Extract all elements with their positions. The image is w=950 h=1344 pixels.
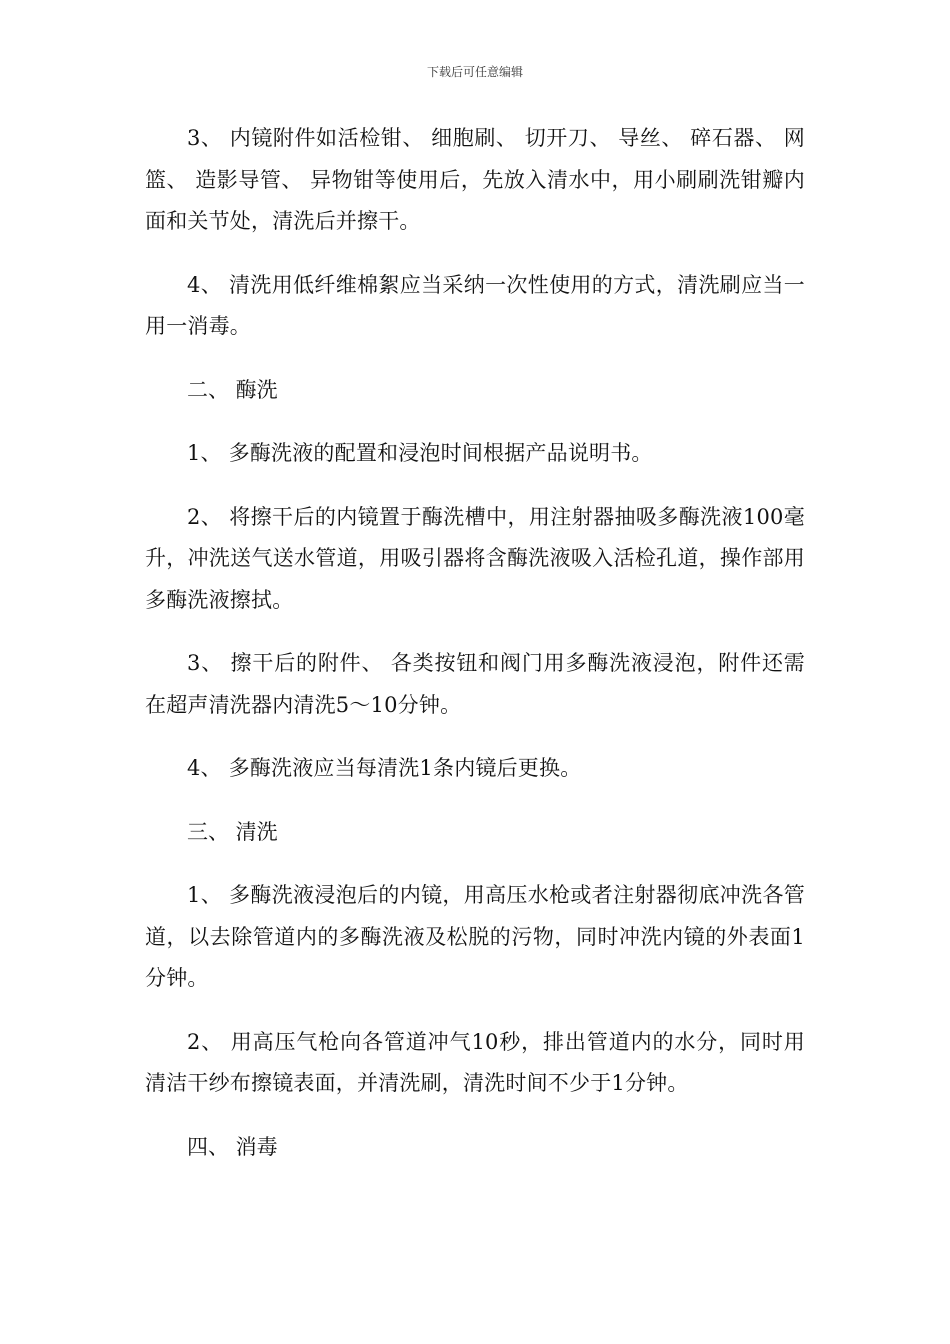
section-heading-disinfect: 四、 消毒: [187, 1134, 278, 1159]
paragraph-3-accessories: 3、 内镜附件如活检钳、 细胞刷、 切开刀、 导丝、 碎石器、 网篮、 造影导管、 异物钳等使用后，先放入清水中，用小刷刷洗钳瓣内面和关节处，清洗后并擦干。: [145, 126, 805, 233]
paragraph-1-enzyme-config: 1、 多酶洗液的配置和浸泡时间根据产品说明书。: [187, 441, 653, 465]
page-header: 下载后可任意编辑: [426, 65, 523, 79]
paragraph-3-enzyme-accessories: 3、 擦干后的附件、 各类按钮和阀门用多酶洗液浸泡，附件还需在超声清洗器内清洗5～10分钟。: [145, 651, 805, 717]
section-heading-enzyme-wash: 二、 酶洗: [187, 377, 278, 402]
paragraph-2-enzyme-tank: 2、 将擦干后的内镜置于酶洗槽中，用注射器抽吸多酶洗液100毫升，冲洗送气送水管道，用吸引器将含酶洗液吸入活检孔道，操作部用多酶洗液擦拭。: [145, 504, 805, 612]
paragraph-4-cotton: 4、 清洗用低纤维棉絮应当采纳一次性使用的方式，清洗刷应当一用一消毒。: [145, 272, 805, 338]
paragraph-1-rinse: 1、 多酶洗液浸泡后的内镜，用高压水枪或者注射器彻底冲洗各管道，以去除管道内的多酶洗液及松脱的污物，同时冲洗内镜的外表面1分钟。: [145, 883, 805, 990]
document-body: [145, 118, 805, 1190]
section-heading-rinse: 三、 清洗: [187, 819, 278, 844]
paragraph-4-enzyme-replace: 4、 多酶洗液应当每清洗1条内镜后更换。: [187, 756, 582, 780]
paragraph-2-rinse: 2、 用高压气枪向各管道冲气10秒，排出管道内的水分，同时用清洁干纱布擦镜表面，并清洗刷，清洗时间不少于1分钟。: [145, 1029, 805, 1095]
